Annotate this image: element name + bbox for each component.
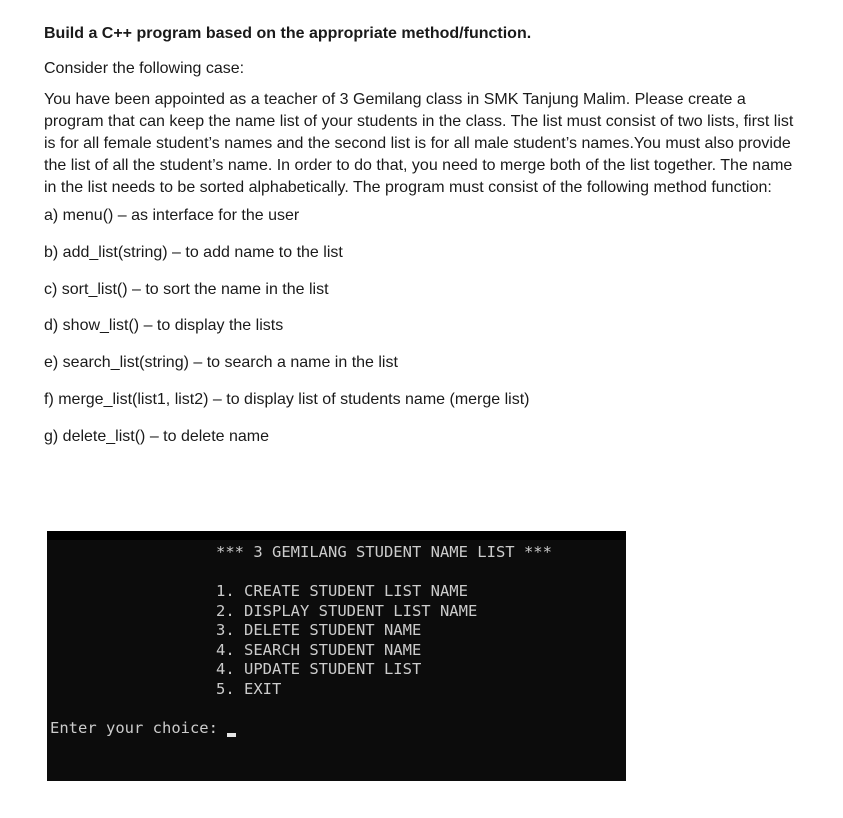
method-item: b) add_list(string) – to add name to the list [44, 243, 343, 261]
assignment-document [44, 22, 804, 463]
case-description: You have been appointed as a teacher of 3 Gemilang class in SMK Tanjung Malim. Please create a program that can keep the name list of your students in the class. The list must consist of two lists, first list is for all female student’s names and the second list is for all male student’s names.You must also provide the list of all the student’s name. In order to do that, you need to merge both of the list together. The name in the list needs to be sorted alphabetically. The program must consist of the following method function: [44, 91, 794, 196]
method-item: a) menu() – as interface for the user [44, 207, 300, 224]
console-menu-item: 2. DISPLAY STUDENT LIST NAME [216, 601, 478, 620]
assignment-heading: Build a C++ program based on the appropriate method/function. [44, 25, 532, 42]
method-item: e) search_list(string) – to search a name in the list [44, 354, 398, 372]
console-menu-item: 3. DELETE STUDENT NAME [216, 621, 422, 640]
console-title: *** 3 GEMILANG STUDENT NAME LIST *** [216, 543, 552, 561]
text-cursor [227, 733, 236, 737]
method-item: c) sort_list() – to sort the name in the list [44, 280, 329, 298]
console-prompt: Enter your choice: [50, 719, 218, 737]
method-item: f) merge_list(list1, list2) – to display list of students name (merge list) [44, 390, 530, 408]
console-window [47, 531, 626, 781]
console-menu-item: 1. CREATE STUDENT LIST NAME [216, 582, 468, 600]
console-menu-item: 4. UPDATE STUDENT LIST [216, 660, 422, 679]
method-list [44, 205, 804, 448]
console-menu-item: 5. EXIT [216, 679, 282, 698]
intro-text: Consider the following case: [44, 60, 245, 77]
console-menu [216, 582, 477, 700]
method-item: g) delete_list() – to delete name [44, 427, 270, 445]
console-menu-item: 4. SEARCH STUDENT NAME [216, 640, 422, 659]
method-item: d) show_list() – to display the lists [44, 317, 284, 335]
console-prompt-line[interactable] [50, 718, 236, 738]
